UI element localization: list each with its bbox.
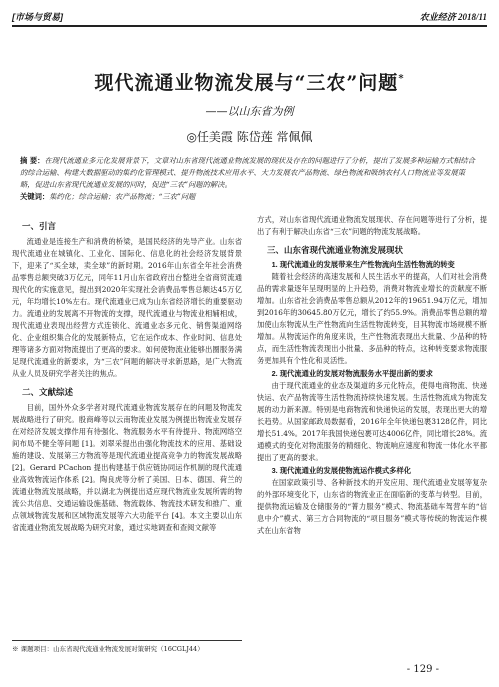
subsection-heading-3: 3. 现代流通业的发展使物流运作模式多样化 xyxy=(271,466,412,475)
journal-issue: 农业经济 2018/11 xyxy=(419,12,487,22)
footnote: ※ 课题项目：山东省现代流通业物流发展对策研究（16CGLJ44） xyxy=(12,640,242,653)
subsection-paragraph-1: 随着社会经济的高速发展和人民生活水平的提高，人们对社会消费品的需求量逐年呈现明显的上升趋势，消费对物流业增长的贡献度不断增加。山东省社会消费品零售总额从2012年的19651.94万亿元，增加到2016年的30645.80万亿元，增长了约55.9%。消费品零售总额的增加使山东物流从生产性物流向生活性物流转变，目其物流市场规模不断增加。从物流运作的角度来说，生产性物流表现出大批量、少品种的特点，而生活性物流表现出小批量、多品种的特点，这种转变要求物流服务更加具有个性化和灵活性。 xyxy=(257,272,487,365)
right-column xyxy=(257,214,487,537)
section-heading-literature: 二、文献综述 xyxy=(22,387,74,397)
section-heading-intro: 一、引言 xyxy=(22,221,57,231)
abstract-block xyxy=(20,155,479,203)
subsection-heading-1: 1. 现代流通业的发展带来生产性物流向生活性物流的转变 xyxy=(271,260,455,269)
keywords-text: 集约化；综合运输；农产品物流；“三农”问题 xyxy=(49,192,196,201)
subsection-paragraph-3: 在国家政策引导、各种新技术的开发应用、现代流通业发展等复杂的外部环境变化下，山东省的物流业正在面临新的变革与转型。目前，提供物流运输及仓储服务的“菁力服务”模式、物流基础车驾营车的“信息中介”模式、第三方合同物流的“项目服务”模式等传统的物流运作模式在山东省物 xyxy=(257,478,487,535)
left-column xyxy=(12,214,242,534)
subsection-heading-2: 2. 现代流通业的发展对物流服务水平提出新的要求 xyxy=(271,369,433,378)
literature-paragraph: 目前，国外外众多学者对现代流通业物流发展存在的问题及物流发展战略进行了研究。殷商峰等以云南物流业发展为例提出物流业发展存在对经济发展支撑作用有待强化、物流服务水平有待提升、物流网络空间布局不健全等问题 [1]。刘翠采提出由强化物流技术的应用、基础设施的建设、发展第三方物流等是现代流通业提高竞争力的物流发展战略 [2]。Gerard PCachon 提出构建基于供应链协同运作机制的现代流通业高效物流运作体系 [2]。陶良虎等分析了美国、日本、德国、荷兰的流通业物流发展战略，并以湖北为例提出适应现代物流业发展所需的物流公共信息、交通运输设施基础、物流载体、物流技术研发和推广、重点领域物流发展和区域物流发展等六大功能平台 [4]。本文主要以山东省流通业物流发展战略为研究对象，通过实地调查和查阅文献等 xyxy=(12,403,242,532)
section-heading-status: 三、山东省现代流通业物流发展现状 xyxy=(267,245,404,255)
title-footnote-mark: * xyxy=(398,73,405,85)
keywords xyxy=(20,191,479,203)
abstract xyxy=(20,155,479,191)
article-title xyxy=(0,68,499,95)
subsection-paragraph-2: 由于现代流通业的业态及渠道的多元化特点，使得电商物流、快递快运、农产品物流等生活性物流持续快速发展。生活性物流成为物流发展的动力新来源。特别是电商物流和快递快运的发展，表现出更大的增长趋势。从国家邮政局数据看，2016年全年快递包裹3128亿件，同比增长51.4%。2017年我国快递包裹可达4006亿件，同比增长28%。流通模式的变化对物流服务的精细化、物流响应速度和物流一体化水平都提出了更高的要求。 xyxy=(257,381,487,462)
article-subtitle: ——以山东省为例 xyxy=(205,105,294,118)
keywords-label: 关键词： xyxy=(20,192,50,201)
abstract-text: 在现代流通业多元化发展背景下，文章对山东省现代流通业物流发展的现状及存在的问题进行了分析，提出了发展多种运输方式相结合的综合运输、构建大数据驱动的集约化管理模式、提升物流技术应用水平、大力发展农产品物流、绿色物流和吸纳农村人口物流业等发展策略，促进山东省现代流通业发展的同时，促进“三农”问题的解决。 xyxy=(20,156,475,189)
abstract-label: 摘 要： xyxy=(20,156,45,165)
header-rule xyxy=(12,25,487,27)
page-number: - 129 - xyxy=(406,664,439,675)
author-line: ◎任美霞 陈岱莲 常佩佩 xyxy=(186,130,313,144)
section-tag: [市场与贸易] xyxy=(12,12,63,22)
continued-paragraph: 方式，对山东省现代流通业物流发展现状、存在问题等进行了分析，提出了有利于解决山东省“三农”问题的物流发展战略。 xyxy=(257,215,487,236)
intro-paragraph: 流通业是连接生产和消费的桥梁，是国民经济的先导产业。山东省现代流通业在城镇化、工业化、国际化、信息化的社会经济发展背景下，迎来了“买全球，卖全球”的新时期。2016年山东省全年社会消费品零售总额突破3万亿元，同年11月山东省政府出台整进全省商贸流通现代化的实施意见，提出到2020年实现社会消费品零售总额达45万亿元，年均增长10%左右。现代流通业已成为山东省经济增长的重要驱动力。流通业的发展离不开物流的支撑，现代流通业与物流业相辅相成，现代流通业表现出经营方式连锁化、流通业态多元化、销售渠道网络化、企业组织集合化的发展新特点，它在运作成本、作业时间、信息处理等诸多方面对物流提出了更高的要求。如何使物流业能够出圈服务满足现代流通业的新要求，为“三农”问题的解决寻求新思路，是广大物流从业人员及研究学者关注的焦点。 xyxy=(12,237,242,378)
title-text: 现代流通业物流发展与“三农”问题 xyxy=(94,72,399,94)
running-header xyxy=(12,10,487,24)
